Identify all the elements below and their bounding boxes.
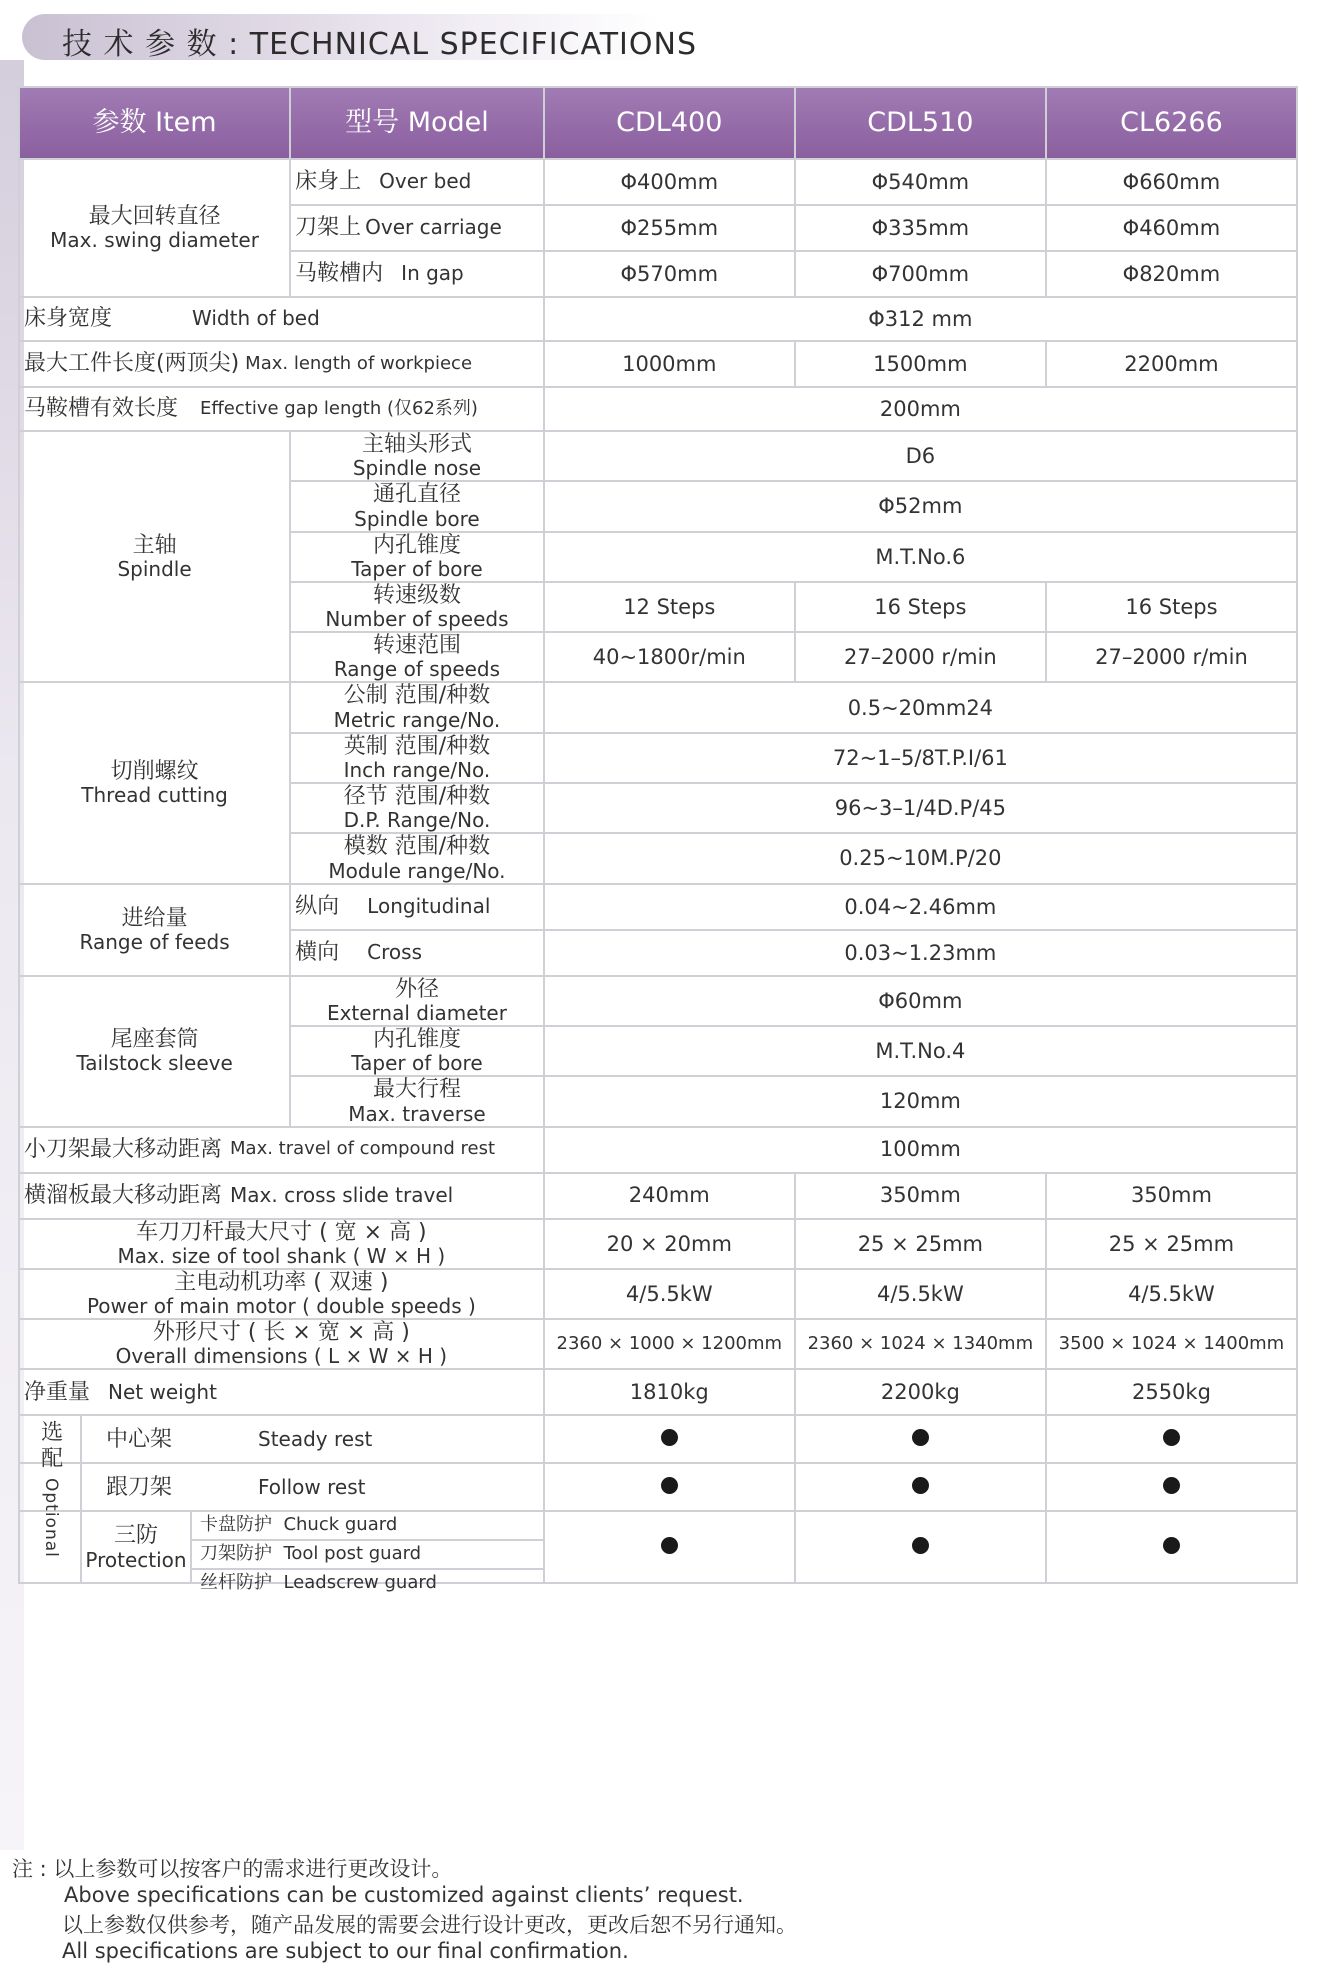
table-row (19, 1219, 1297, 1269)
table-cell: 1500mm (795, 341, 1046, 387)
note-line-2-en: All specifications are subject to our final confirmation. (62, 1939, 629, 1963)
table-cell: Φ820mm (1046, 251, 1297, 297)
table-cell (544, 1463, 795, 1511)
table-cell: 200mm (544, 387, 1297, 431)
table-row (19, 341, 1297, 387)
table-cell: 12 Steps (544, 582, 795, 632)
table-cell: 2550kg (1046, 1369, 1297, 1415)
table-cell: Φ400mm (544, 159, 795, 205)
row-label: 最大工件长度(两顶尖) Max. length of workpiece (19, 341, 544, 387)
table-cell: 100mm (544, 1127, 1297, 1173)
sub-label: 床身上 Over bed (290, 159, 544, 205)
sub-label: 通孔直径 Spindle bore (290, 481, 544, 531)
table-row (19, 884, 1297, 930)
table-cell (795, 1511, 1046, 1583)
table-cell (1046, 1511, 1297, 1583)
group-tailstock-label: 尾座套筒 Tailstock sleeve (19, 976, 290, 1127)
table-cell: Φ255mm (544, 205, 795, 251)
table-cell: D6 (544, 431, 1297, 481)
protection-block (19, 1511, 544, 1593)
table-cell: 16 Steps (795, 582, 1046, 632)
table-cell: Φ335mm (795, 205, 1046, 251)
table-cell (1046, 1463, 1297, 1511)
table-cell: Φ700mm (795, 251, 1046, 297)
table-cell: 0.04~2.46mm (544, 884, 1297, 930)
table-row (19, 297, 1297, 341)
table-row (19, 387, 1297, 431)
table-cell: 1000mm (544, 341, 795, 387)
section-title: 技 术 参 数 : TECHNICAL SPECIFICATIONS (62, 27, 697, 62)
sub-label: 马鞍槽内 In gap (290, 251, 544, 297)
table-row (19, 1415, 1297, 1463)
sub-label: 转速范围 Range of speeds (290, 632, 544, 682)
included-dot-icon (912, 1477, 929, 1494)
table-cell: 2200mm (1046, 341, 1297, 387)
table-cell: 4/5.5kW (1046, 1269, 1297, 1319)
table-cell (1046, 1415, 1297, 1463)
row-label: 外形尺寸 ( 长 × 宽 × 高 ) Overall dimensions ( L × W × H ) (19, 1319, 544, 1369)
table-row (19, 976, 1297, 1026)
table-cell: 0.25~10M.P/20 (544, 833, 1297, 883)
table-cell: 25 × 25mm (1046, 1219, 1297, 1269)
sub-label: 英制 范围/种数 Inch range/No. (290, 733, 544, 783)
sub-label: 主轴头形式 Spindle nose (290, 431, 544, 481)
row-label: 床身宽度 Width of bed (19, 297, 544, 341)
included-dot-icon (661, 1477, 678, 1494)
group-thread-label: 切削螺纹 Thread cutting (19, 682, 290, 883)
table-row (19, 682, 1297, 732)
group-swing-label: 最大回转直径 Max. swing diameter (19, 159, 290, 297)
list-item: 卡盘防护 Chuck guard (192, 1512, 543, 1540)
table-cell (544, 1511, 795, 1583)
protection-items (192, 1512, 543, 1596)
table-cell: M.T.No.4 (544, 1026, 1297, 1076)
table-cell (795, 1463, 1046, 1511)
header-model-1: CDL400 (544, 87, 795, 159)
table-cell: 4/5.5kW (544, 1269, 795, 1319)
table-row (19, 1369, 1297, 1415)
row-label: 马鞍槽有效长度 Effective gap length (仅62系列) (19, 387, 544, 431)
table-cell: 120mm (544, 1076, 1297, 1126)
table-cell: 16 Steps (1046, 582, 1297, 632)
steady-rest-cn: 中心架 (106, 1426, 173, 1452)
table-cell: 2360 × 1024 × 1340mm (795, 1319, 1046, 1369)
table-row (19, 1127, 1297, 1173)
table-cell: 4/5.5kW (795, 1269, 1046, 1319)
header-item: 参数 Item (19, 87, 290, 159)
sub-label: 纵向 Longitudinal (290, 884, 544, 930)
sub-label: 径节 范围/种数 D.P. Range/No. (290, 783, 544, 833)
table-row (19, 1269, 1297, 1319)
table-row (19, 1319, 1297, 1369)
table-cell: 40~1800r/min (544, 632, 795, 682)
protection-label: 三防 Protection (82, 1512, 192, 1582)
table-cell: Φ312 mm (544, 297, 1297, 341)
table-cell: Φ540mm (795, 159, 1046, 205)
table-cell: M.T.No.6 (544, 532, 1297, 582)
table-cell: Φ52mm (544, 481, 1297, 531)
table-row (19, 1463, 1297, 1511)
table-row (19, 1173, 1297, 1219)
list-item: 丝杆防护 Leadscrew guard (200, 1571, 437, 1593)
table-cell: Φ460mm (1046, 205, 1297, 251)
note-line-1-en: Above specifications can be customized against clients’ request. (64, 1883, 744, 1907)
table-cell: 20 × 20mm (544, 1219, 795, 1269)
table-cell: 350mm (795, 1173, 1046, 1219)
table-cell: 0.03~1.23mm (544, 930, 1297, 976)
row-label: 主电动机功率 ( 双速 ) Power of main motor ( double speeds ) (19, 1269, 544, 1319)
included-dot-icon (661, 1537, 678, 1554)
optional-block (19, 1415, 544, 1463)
header-model-3: CL6266 (1046, 87, 1297, 159)
table-cell: 72~1–5/8T.P.I/61 (544, 733, 1297, 783)
included-dot-icon (912, 1537, 929, 1554)
table-cell: Φ60mm (544, 976, 1297, 1026)
sub-label: 转速级数 Number of speeds (290, 582, 544, 632)
table-cell (544, 1415, 795, 1463)
group-feeds-label: 进给量 Range of feeds (19, 884, 290, 976)
included-dot-icon (912, 1429, 929, 1446)
table-header-row (19, 87, 1297, 159)
sub-label: 最大行程 Max. traverse (290, 1076, 544, 1126)
table-cell: 2360 × 1000 × 1200mm (544, 1319, 795, 1369)
sub-label: 内孔锥度 Taper of bore (290, 532, 544, 582)
table-row (19, 1511, 1297, 1583)
follow-rest-en: Follow rest (258, 1474, 366, 1499)
note-line-2-cn: 以上参数仅供参考，随产品发展的需要会进行设计更改，更改后恕不另行通知。 (62, 1913, 797, 1937)
follow-rest-cn: 跟刀架 (106, 1474, 173, 1500)
sub-label: 横向 Cross (290, 930, 544, 976)
row-label: 车刀刀杆最大尺寸 ( 宽 × 高 ) Max. size of tool shank ( W × H ) (19, 1219, 544, 1269)
table-cell (795, 1415, 1046, 1463)
table-cell: 1810kg (544, 1369, 795, 1415)
header-model: 型号 Model (290, 87, 544, 159)
sub-label: 模数 范围/种数 Module range/No. (290, 833, 544, 883)
specifications-table (18, 86, 1298, 1593)
note-line-1-cn: 注 : 以上参数可以按客户的需求进行更改设计。 (12, 1857, 453, 1881)
sub-label: 刀架上 Over carriage (290, 205, 544, 251)
sub-label: 外径 External diameter (290, 976, 544, 1026)
row-label: 小刀架最大移动距离 Max. travel of compound rest (19, 1127, 544, 1173)
row-label: 净重量 Net weight (19, 1369, 544, 1415)
row-label: 横溜板最大移动距离 Max. cross slide travel (19, 1173, 544, 1219)
steady-rest-en: Steady rest (258, 1426, 373, 1451)
optional-label: 选配 Optional (37, 1420, 63, 1559)
table-cell: 3500 × 1024 × 1400mm (1046, 1319, 1297, 1369)
table-cell: Φ660mm (1046, 159, 1297, 205)
table-cell: 27–2000 r/min (795, 632, 1046, 682)
sub-label: 公制 范围/种数 Metric range/No. (290, 682, 544, 732)
table-cell: 96~3–1/4D.P/45 (544, 783, 1297, 833)
table-row (19, 159, 1297, 205)
table-cell: 2200kg (795, 1369, 1046, 1415)
list-item: 刀架防护 Tool post guard (192, 1540, 543, 1569)
table-cell: 27–2000 r/min (1046, 632, 1297, 682)
table-cell: 25 × 25mm (795, 1219, 1046, 1269)
table-cell: Φ570mm (544, 251, 795, 297)
included-dot-icon (1163, 1537, 1180, 1554)
table-cell: 240mm (544, 1173, 795, 1219)
table-cell: 0.5~20mm24 (544, 682, 1297, 732)
header-model-2: CDL510 (795, 87, 1046, 159)
included-dot-icon (1163, 1477, 1180, 1494)
included-dot-icon (1163, 1429, 1180, 1446)
included-dot-icon (661, 1429, 678, 1446)
table-row (19, 431, 1297, 481)
table-cell: 350mm (1046, 1173, 1297, 1219)
group-spindle-label: 主轴 Spindle (19, 431, 290, 682)
sub-label: 内孔锥度 Taper of bore (290, 1026, 544, 1076)
